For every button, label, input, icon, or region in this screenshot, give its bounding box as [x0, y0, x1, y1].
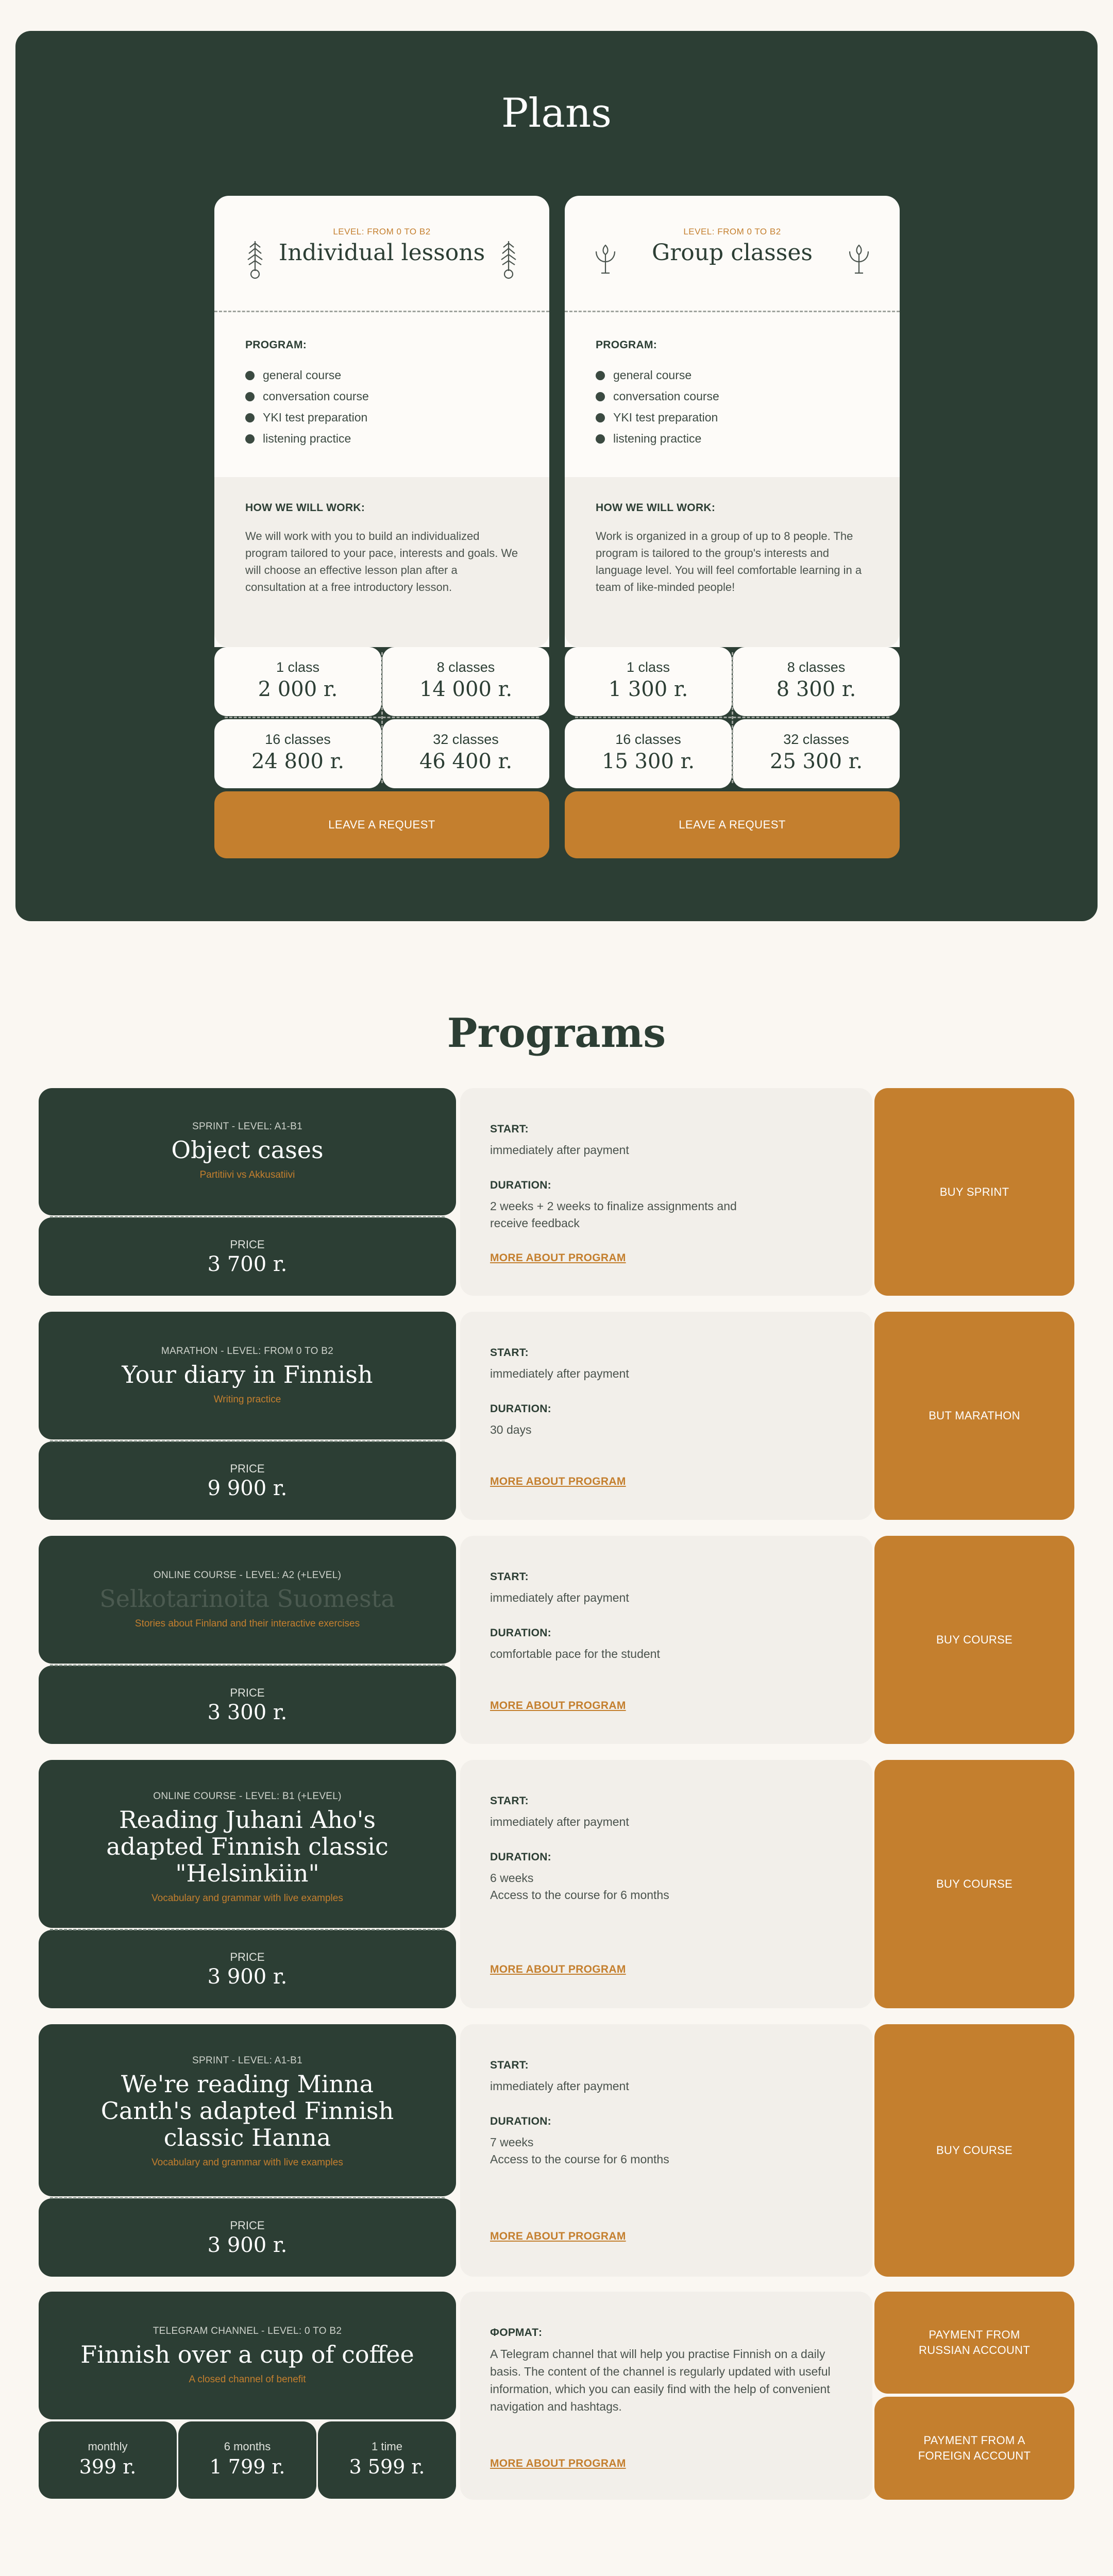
price-option[interactable]: 32 classes 25 300 r.: [733, 719, 900, 788]
program-subtitle: Vocabulary and grammar with live examples: [151, 2157, 343, 2168]
bullet-icon: [245, 434, 255, 444]
program-card-telegram: [39, 2292, 1074, 2500]
plan-card-header: [565, 196, 900, 312]
access-value: Access to the course for 6 months: [490, 2153, 669, 2166]
plan-card-group: [565, 196, 900, 858]
program-price: PRICE 9 900 r.: [39, 1442, 456, 1520]
plan-how-we-work: [214, 477, 549, 647]
program-card-helsinkiin: [39, 1760, 1074, 2008]
how-label: HOW WE WILL WORK:: [596, 502, 716, 514]
program-info: [39, 1312, 456, 1520]
list-item: conversation course: [596, 386, 869, 407]
start-value: immediately after payment: [490, 1591, 629, 1604]
program-header: [39, 1088, 456, 1215]
plans-title: Plans: [501, 90, 612, 137]
divider: [575, 717, 889, 718]
divider: [50, 2197, 445, 2199]
program-details: START: immediately after payment DURATION: 7 weeks Access to the course for 6 months MORE ABOUT PROGRAM: [460, 2024, 872, 2277]
divider: [225, 717, 539, 718]
program-price: PRICE 3 700 r.: [39, 1217, 456, 1296]
price-option[interactable]: 16 classes 24 800 r.: [214, 719, 381, 788]
bullet-icon: [596, 371, 605, 380]
program-subtitle: Stories about Finland and their interactive exercises: [134, 1618, 360, 1629]
program-label: PROGRAM:: [245, 339, 307, 351]
program-name: Object cases: [171, 1136, 324, 1164]
price-option[interactable]: 1 class 2 000 r.: [214, 647, 381, 716]
program-header: [39, 2292, 456, 2419]
more-about-program-link[interactable]: MORE ABOUT PROGRAM: [490, 1476, 626, 1487]
price-option[interactable]: 8 classes 14 000 r.: [382, 647, 549, 716]
program-header: [39, 1536, 456, 1664]
program-header: [39, 1312, 456, 1439]
program-details: START: immediately after payment DURATION: comfortable pace for the student MORE ABOUT PROGRAM: [460, 1536, 872, 1744]
program-name: Finnish over a cup of coffee: [80, 2341, 414, 2368]
program-info: [39, 1088, 456, 1296]
payment-russian-account-button[interactable]: PAYMENT FROM RUSSIAN ACCOUNT: [874, 2292, 1074, 2394]
programs-title: Programs: [447, 1010, 666, 1057]
more-about-program-link[interactable]: MORE ABOUT PROGRAM: [490, 2230, 626, 2242]
program-details: START: immediately after payment DURATION: 6 weeks Access to the course for 6 months MORE ABOUT PROGRAM: [460, 1760, 872, 2008]
program-subtitle: Writing practice: [213, 1394, 281, 1405]
buy-marathon-button[interactable]: BUT MARATHON: [874, 1312, 1074, 1520]
program-subtitle: A closed channel of benefit: [189, 2374, 306, 2385]
plan-level: LEVEL: FROM 0 TO B2: [333, 227, 431, 236]
bullet-icon: [245, 371, 255, 380]
program-card-selkotarinoita: [39, 1536, 1074, 1744]
access-value: Access to the course for 6 months: [490, 1888, 669, 1902]
duration-value: 2 weeks + 2 weeks to finalize assignments and receive feedback: [490, 1199, 737, 1230]
plan-prices: [565, 647, 900, 788]
program-list: [596, 365, 869, 449]
program-subtitle: Vocabulary and grammar with live examples: [151, 1893, 343, 1904]
program-card-hanna: [39, 2024, 1074, 2277]
bullet-icon: [245, 392, 255, 401]
program-header: [39, 1760, 456, 1928]
more-about-program-link[interactable]: MORE ABOUT PROGRAM: [490, 1252, 626, 1264]
plan-title: Individual lessons: [278, 240, 485, 266]
sprout-icon: [593, 239, 618, 280]
start-value: immediately after payment: [490, 1143, 629, 1157]
plan-title: Group classes: [652, 240, 813, 266]
plan-card-top: [214, 196, 549, 647]
list-item: listening practice: [245, 428, 518, 449]
program-name: Selkotarinoita Suomesta: [99, 1585, 395, 1613]
program-card-object-cases: [39, 1088, 1074, 1296]
list-item: listening practice: [596, 428, 869, 449]
pine-tree-icon: [243, 239, 267, 280]
plan-program: [214, 312, 549, 477]
program-info: [39, 1536, 456, 1744]
start-value: immediately after payment: [490, 1815, 629, 1828]
plan-program: [565, 312, 900, 477]
price-option[interactable]: 8 classes 8 300 r.: [733, 647, 900, 716]
list-item: general course: [596, 365, 869, 386]
leave-request-button[interactable]: LEAVE A REQUEST: [214, 791, 549, 858]
divider: [50, 1440, 445, 1442]
price-option[interactable]: 1 time 3 599 r.: [318, 2421, 456, 2499]
plan-prices: [214, 647, 549, 788]
list-item: general course: [245, 365, 518, 386]
divider: [50, 1929, 445, 1930]
how-text: Work is organized in a group of up to 8 people. The program is tailored to the group's interests and language level. You will feel comfortable learning in a team of like-minded people!: [596, 530, 862, 594]
program-name: Your diary in Finnish: [122, 1361, 373, 1388]
program-info: [39, 2024, 456, 2277]
buy-sprint-button[interactable]: BUY SPRINT: [874, 1088, 1074, 1296]
program-card-diary: [39, 1312, 1074, 1520]
program-details: START: immediately after payment DURATION: 2 weeks + 2 weeks to finalize assignments and receive feedback MORE ABOUT PROGRAM: [460, 1088, 872, 1296]
program-label: PROGRAM:: [596, 339, 657, 351]
how-label: HOW WE WILL WORK:: [245, 502, 365, 514]
telegram-prices: [39, 2421, 456, 2500]
bullet-icon: [596, 392, 605, 401]
pine-tree-icon: [496, 239, 521, 280]
sprout-icon: [847, 239, 871, 280]
divider: [50, 1216, 445, 1218]
plan-how-we-work: [565, 477, 900, 647]
list-item: YKI test preparation: [596, 407, 869, 428]
price-option[interactable]: 1 class 1 300 r.: [565, 647, 732, 716]
divider: [50, 1665, 445, 1666]
bullet-icon: [596, 434, 605, 444]
start-value: immediately after payment: [490, 1367, 629, 1380]
plans-section: [15, 31, 1098, 921]
payment-foreign-account-button[interactable]: PAYMENT FROM A FOREIGN ACCOUNT: [874, 2397, 1074, 2500]
program-tag: ONLINE COURSE - LEVEL: A2 (+LEVEL): [153, 1570, 342, 1581]
program-subtitle: Partitiivi vs Akkusatiivi: [199, 1170, 295, 1180]
plan-card-top: [565, 196, 900, 647]
how-text: We will work with you to build an individualized program tailored to your pace, interests and goals. We will choose an effective lesson plan after a consultation at a free introductory lesson.: [245, 530, 518, 594]
program-price: PRICE 3 900 r.: [39, 1930, 456, 2008]
program-tag: SPRINT - LEVEL: A1-B1: [192, 2055, 302, 2066]
more-about-program-link[interactable]: MORE ABOUT PROGRAM: [490, 1700, 626, 1711]
duration-value: comfortable pace for the student: [490, 1647, 660, 1660]
price-option[interactable]: 32 classes 46 400 r.: [382, 719, 549, 788]
start-value: immediately after payment: [490, 2079, 629, 2093]
plan-card-header: [214, 196, 549, 312]
program-tag: TELEGRAM CHANNEL - LEVEL: 0 TO B2: [153, 2326, 342, 2336]
program-header: [39, 2024, 456, 2196]
list-item: conversation course: [245, 386, 518, 407]
program-price: PRICE 3 300 r.: [39, 1666, 456, 1744]
more-about-program-link[interactable]: MORE ABOUT PROGRAM: [490, 2458, 626, 2469]
program-tag: SPRINT - LEVEL: A1-B1: [192, 1121, 302, 1132]
program-info: [39, 2292, 456, 2500]
price-option[interactable]: 6 months 1 799 r.: [178, 2421, 316, 2499]
leave-request-button[interactable]: LEAVE A REQUEST: [565, 791, 900, 858]
program-tag: MARATHON - LEVEL: FROM 0 TO B2: [161, 1346, 334, 1357]
plan-card-individual: [214, 196, 549, 858]
program-name: Reading Juhani Aho's adapted Finnish classic "Helsinkiin": [106, 1806, 389, 1887]
bullet-icon: [596, 413, 605, 422]
duration-value: 7 weeks: [490, 2136, 534, 2149]
format-text: A Telegram channel that will help you practise Finnish on a daily basis. The content of the channel is regularly updated with useful information, which you can easily find with the help of convenient navigation and hashtags.: [490, 2347, 831, 2413]
price-option[interactable]: 16 classes 15 300 r.: [565, 719, 732, 788]
buy-course-button[interactable]: BUY COURSE: [874, 2024, 1074, 2277]
bullet-icon: [245, 413, 255, 422]
program-details: ФОРМАТ: A Telegram channel that will help you practise Finnish on a daily basis. The content of the channel is regularly updated with useful information, which you can easily find with the help of convenient navigation and hashtags. MORE ABOUT PROGRAM: [460, 2292, 872, 2500]
program-info: [39, 1760, 456, 2008]
program-list: [245, 365, 518, 449]
plan-level: LEVEL: FROM 0 TO B2: [683, 227, 781, 236]
program-tag: ONLINE COURSE - LEVEL: B1 (+LEVEL): [153, 1791, 342, 1802]
program-name: We're reading Minna Canth's adapted Finnish classic Hanna: [100, 2070, 394, 2151]
buy-course-button[interactable]: BUY COURSE: [874, 1760, 1074, 2008]
program-price: PRICE 3 900 r.: [39, 2198, 456, 2277]
more-about-program-link[interactable]: MORE ABOUT PROGRAM: [490, 1963, 626, 1975]
duration-value: 6 weeks: [490, 1871, 534, 1885]
program-details: START: immediately after payment DURATION: 30 days MORE ABOUT PROGRAM: [460, 1312, 872, 1520]
buy-course-button[interactable]: BUY COURSE: [874, 1536, 1074, 1744]
duration-value: 30 days: [490, 1423, 532, 1436]
price-option[interactable]: monthly 399 r.: [39, 2421, 177, 2499]
list-item: YKI test preparation: [245, 407, 518, 428]
